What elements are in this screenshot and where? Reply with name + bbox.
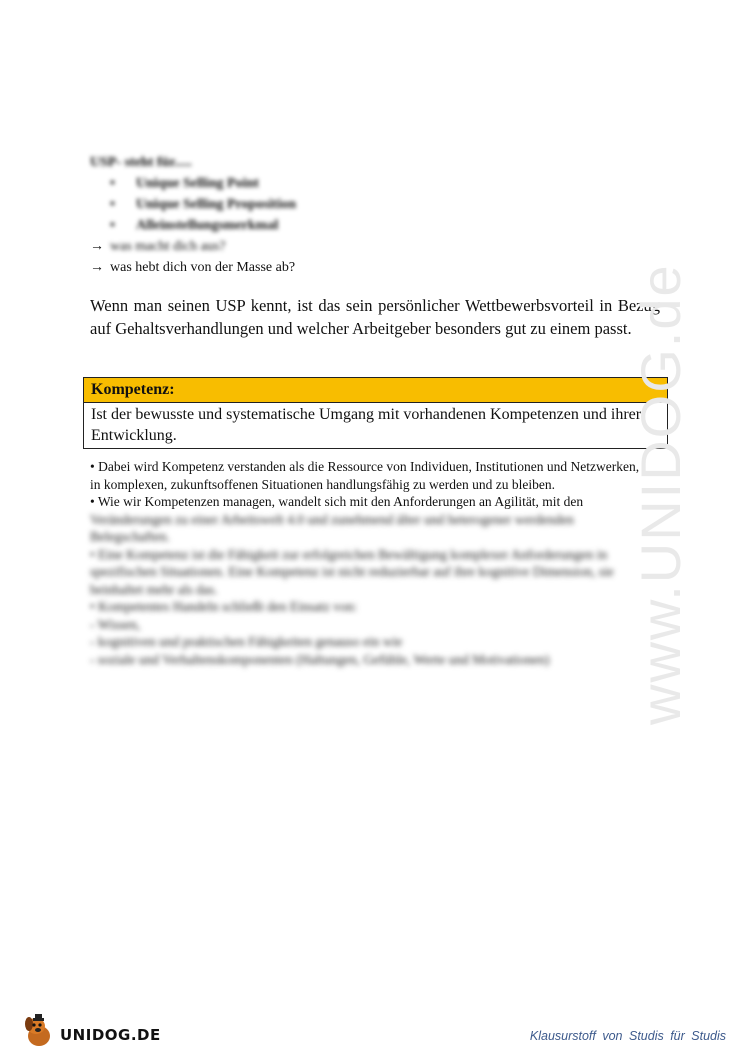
watermark: www.UNIDOG.de: [629, 263, 692, 725]
usp-question: was hebt dich von der Masse ab?: [110, 260, 296, 275]
note-line: - soziale und Verhaltenskomponenten (Haltungen, Gefühle, Werte und Motivationen): [90, 651, 550, 667]
kompetenz-box-title: Kompetenz:: [84, 378, 667, 403]
note-line: • Eine Kompetenz ist die Fähigkeit zur erfolgreichen Bewältigung komplexer Anforderungen in spezifischen Situationen. Eine Kompetenz ist nicht reduzierbar auf ihre kognitive Dimension, sie beinhaltet mehr als das.: [90, 546, 614, 597]
usp-paragraph: Wenn man seinen USP kennt, ist das sein persönlicher Wettbewerbsvorteil in Bezug auf Gehaltsverhandlungen und welcher Arbeitgeber besonders gut zu einem passt.: [90, 296, 660, 338]
blurred-notes: [90, 511, 650, 669]
kompetenz-box: [83, 377, 668, 449]
usp-question-line: [90, 236, 680, 257]
notes-section: [90, 458, 650, 668]
logo-text: UNIDOG.DE: [60, 1026, 161, 1044]
usp-item: • Alleinstellungsmerkmal: [136, 215, 680, 236]
note-line: Veränderungen zu einer Arbeitswelt 4.0 und zunehmend älter und heterogener werdenden Belegschaften.: [90, 511, 574, 544]
note-line: • Dabei wird Kompetenz verstanden als die Ressource von Individuen, Institutionen und Netzwerken, in komplexen, zukunftsoffenen Situationen handlungsfähig zu werden und zu bleiben.: [90, 459, 640, 492]
note-line: • Wie wir Kompetenzen managen, wandelt sich mit den Anforderungen an Agilität, mit den: [90, 494, 584, 509]
usp-item: • Unique Selling Point: [136, 173, 680, 194]
usp-item: • Unique Selling Proposition: [136, 194, 680, 215]
usp-list: [90, 173, 680, 236]
kompetenz-box-body: Ist der bewusste und systematische Umgang mit vorhandenen Kompetenzen und ihrer Entwicklung.: [91, 406, 642, 444]
usp-title: USP- steht für.....: [90, 155, 192, 170]
arrow-icon: →: [90, 260, 104, 275]
footer-tagline: Klausurstoff von Studis für Studis: [529, 1029, 726, 1043]
usp-question: was macht dich aus?: [110, 239, 226, 254]
usp-question-line: [90, 257, 680, 278]
dog-mascot-icon: [22, 1012, 56, 1048]
usp-section: [90, 152, 680, 278]
note-line: - kognitiven und praktischen Fähigkeiten genauso ein wie: [90, 634, 403, 649]
arrow-icon: →: [90, 239, 104, 254]
note-line: - Wissen,: [90, 616, 141, 632]
unidog-logo[interactable]: [22, 1012, 161, 1048]
note-line: • Kompetentes Handeln schließt den Einsatz von:: [90, 599, 358, 614]
